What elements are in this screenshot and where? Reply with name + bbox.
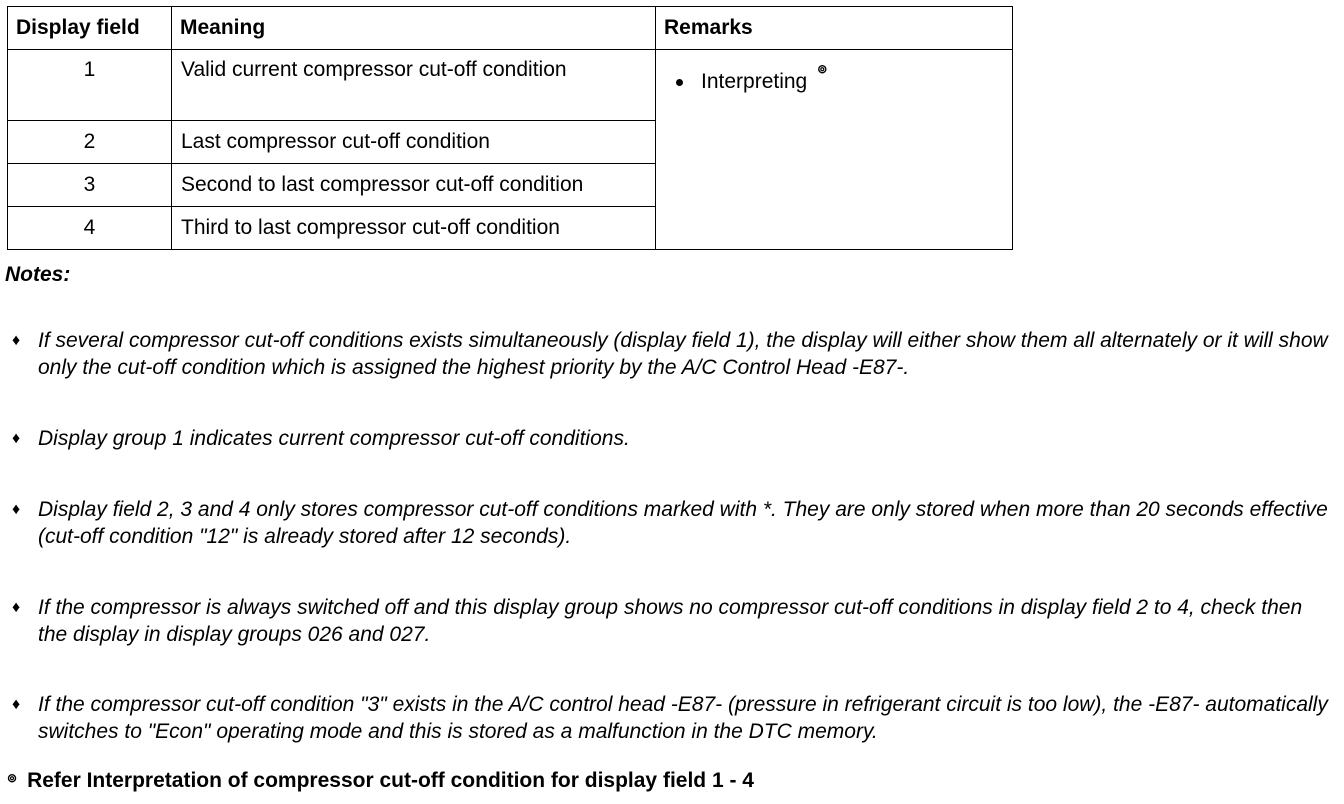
notes-heading: Notes: bbox=[5, 263, 71, 286]
header-display-field: Display field bbox=[8, 7, 172, 50]
meaning-cell: Valid current compressor cut-off condition bbox=[172, 50, 656, 121]
diamond-bullet-icon: ♦ bbox=[12, 501, 21, 518]
note-text: Display group 1 indicates current compressor cut-off conditions. bbox=[38, 427, 630, 450]
note-text: If several compressor cut-off conditions exists simultaneously (display field 1), the display will either show them all alternately or it will show only the cut-off condition which is assigned the highest priority by the A/C Control Head -E87-. bbox=[38, 329, 1328, 379]
reference-icon: ⊚ bbox=[7, 771, 18, 785]
note-item bbox=[12, 594, 1337, 648]
header-remarks: Remarks bbox=[656, 7, 1013, 50]
note-text: Display field 2, 3 and 4 only stores compressor cut-off conditions marked with *. They are only stored when more than 20 seconds effective (cut-off condition "12" is already stored after 12 seconds). bbox=[38, 498, 1328, 548]
footer-reference bbox=[7, 769, 754, 793]
note-text: If the compressor is always switched off and this display group shows no compressor cut-off conditions in display field 2 to 4, check then the display in display groups 026 and 027. bbox=[38, 596, 1303, 646]
meaning-cell: Second to last compressor cut-off condition bbox=[172, 164, 656, 207]
diamond-bullet-icon: ♦ bbox=[12, 696, 21, 713]
display-field-cell: 1 bbox=[8, 50, 172, 121]
note-text: If the compressor cut-off condition "3" exists in the A/C control head -E87- (pressure in refrigerant circuit is too low), the -E87- automatically switches to "Econ" operating mode and this is stored as a malfunction in the DTC memory. bbox=[38, 693, 1328, 743]
display-field-cell: 2 bbox=[8, 121, 172, 164]
note-item bbox=[12, 425, 1337, 452]
diamond-bullet-icon: ♦ bbox=[12, 599, 21, 616]
note-item bbox=[12, 691, 1337, 745]
note-item bbox=[12, 327, 1337, 381]
header-meaning: Meaning bbox=[172, 7, 656, 50]
diamond-bullet-icon: ♦ bbox=[12, 430, 21, 447]
footer-reference-link[interactable]: Refer Interpretation of compressor cut-off condition for display field 1 - 4 bbox=[27, 769, 754, 792]
table-row bbox=[8, 50, 1013, 121]
meaning-cell: Third to last compressor cut-off condition bbox=[172, 207, 656, 250]
table-header-row bbox=[8, 7, 1013, 50]
remark-text: Interpreting bbox=[701, 70, 808, 93]
cutoff-table bbox=[7, 6, 1013, 250]
remarks-cell bbox=[656, 50, 1013, 250]
note-item bbox=[12, 496, 1337, 550]
display-field-cell: 4 bbox=[8, 207, 172, 250]
display-field-cell: 3 bbox=[8, 164, 172, 207]
meaning-cell: Last compressor cut-off condition bbox=[172, 121, 656, 164]
diamond-bullet-icon: ♦ bbox=[12, 332, 21, 349]
bullet-icon bbox=[676, 79, 683, 86]
reference-icon: ⊚ bbox=[817, 62, 828, 76]
remark-item bbox=[676, 62, 1004, 94]
